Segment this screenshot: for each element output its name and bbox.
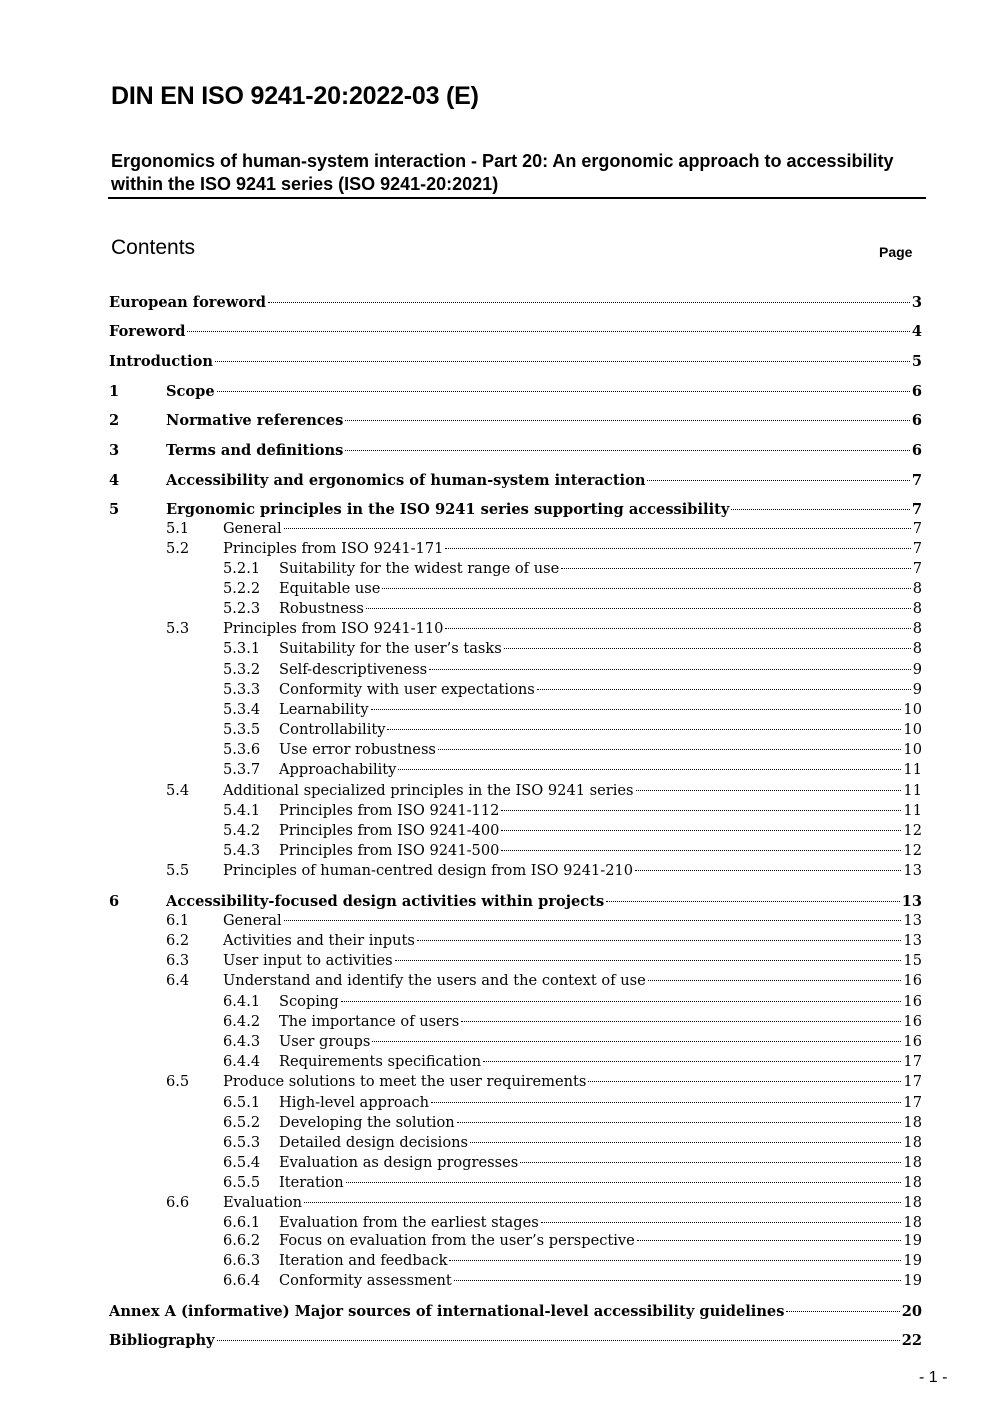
toc-leader-dots — [284, 528, 911, 529]
toc-leader-dots — [417, 940, 902, 941]
toc-entry-page: 8 — [912, 620, 922, 637]
toc-entry-page: 11 — [903, 761, 922, 778]
toc-entry-number: 6.4.3 — [223, 1033, 261, 1050]
toc-entry[interactable] — [223, 1213, 922, 1233]
toc-entry-page: 6 — [911, 383, 922, 400]
toc-entry-number: 6.6.2 — [223, 1232, 261, 1249]
toc-entry-page: 18 — [903, 1174, 922, 1191]
toc-entry-number: 5.5 — [166, 862, 190, 879]
toc-leader-dots — [461, 1021, 901, 1022]
toc-entry[interactable] — [166, 1072, 922, 1092]
toc-entry-page: 9 — [912, 681, 922, 698]
toc-entry-title: Developing the solution — [279, 1114, 455, 1131]
toc-leader-dots — [520, 1162, 901, 1163]
toc-entry-number: 6.5.3 — [223, 1134, 261, 1151]
toc-entry-page: 6 — [911, 412, 922, 429]
toc-entry-page: 11 — [903, 802, 922, 819]
toc-entry-number: 5.3.1 — [223, 640, 261, 657]
toc-leader-dots — [647, 480, 909, 481]
toc-entry[interactable] — [166, 911, 922, 931]
toc-entry-number: 5.3.5 — [223, 721, 261, 738]
toc-entry[interactable] — [223, 760, 922, 780]
toc-entry-number: 6.6.4 — [223, 1272, 261, 1289]
toc-entry-page: 12 — [903, 822, 922, 839]
toc-leader-dots — [387, 729, 901, 730]
toc-entry-page: 19 — [903, 1252, 922, 1269]
toc-entry-page: 4 — [911, 323, 922, 340]
toc-entry-title: Principles from ISO 9241-400 — [279, 822, 500, 839]
toc-entry[interactable] — [223, 1153, 922, 1173]
toc-entry-title: Terms and definitions — [166, 442, 344, 459]
toc-entry-title: Principles from ISO 9241-112 — [279, 802, 500, 819]
toc-entry[interactable] — [223, 579, 922, 599]
toc-entry-title: The importance of users — [279, 1013, 460, 1030]
toc-entry-number: 6.6 — [166, 1194, 190, 1211]
toc-entry-number: 6.5.2 — [223, 1114, 261, 1131]
toc-entry-title: Detailed design decisions — [279, 1134, 469, 1151]
toc-entry-title: Foreword — [109, 323, 186, 340]
toc-entry-page: 5 — [911, 353, 922, 370]
toc-entry-title: Evaluation — [223, 1194, 303, 1211]
toc-entry[interactable] — [223, 1032, 922, 1052]
page-column-label: Page — [879, 244, 913, 260]
toc-leader-dots — [648, 980, 902, 981]
toc-leader-dots — [606, 901, 900, 902]
toc-entry-page: 10 — [903, 701, 922, 718]
toc-entry-page: 10 — [903, 721, 922, 738]
toc-entry-number: 5.3 — [166, 620, 190, 637]
toc-entry[interactable] — [223, 801, 922, 821]
toc-entry[interactable] — [166, 781, 922, 801]
toc-entry-page: 16 — [903, 1013, 922, 1030]
toc-entry-page: 7 — [911, 501, 922, 518]
toc-leader-dots — [501, 810, 901, 811]
toc-entry[interactable] — [109, 499, 922, 521]
toc-entry-title: Conformity assessment — [279, 1272, 452, 1289]
toc-entry-number: 5.3.3 — [223, 681, 261, 698]
toc-entry-title: General — [223, 520, 282, 537]
toc-entry-page: 7 — [912, 560, 922, 577]
toc-entry-page: 18 — [903, 1214, 922, 1231]
toc-entry-title: Robustness — [279, 600, 364, 617]
toc-leader-dots — [445, 548, 910, 549]
toc-entry-page: 18 — [903, 1154, 922, 1171]
toc-leader-dots — [398, 769, 901, 770]
toc-entry-number: 1 — [109, 383, 120, 400]
toc-entry[interactable] — [166, 861, 922, 881]
toc-entry-title: Use error robustness — [279, 741, 436, 758]
toc-entry-page: 17 — [903, 1094, 922, 1111]
toc-entry[interactable] — [166, 931, 922, 951]
toc-entry[interactable] — [223, 639, 922, 659]
toc-entry-title: Activities and their inputs — [223, 932, 415, 949]
toc-leader-dots — [382, 588, 910, 589]
toc-entry-number: 6.6.3 — [223, 1252, 261, 1269]
toc-leader-dots — [501, 830, 901, 831]
toc-entry[interactable] — [223, 841, 922, 861]
toc-entry-page: 7 — [911, 472, 922, 489]
toc-leader-dots — [346, 1182, 902, 1183]
toc-entry-page: 18 — [903, 1194, 922, 1211]
toc-entry-page: 11 — [903, 782, 922, 799]
toc-entry-title: Accessibility-focused design activities within projects — [166, 893, 605, 910]
toc-entry-title: General — [223, 912, 282, 929]
toc-entry-number: 5.2.1 — [223, 560, 261, 577]
toc-leader-dots — [187, 331, 909, 332]
toc-leader-dots — [501, 850, 901, 851]
toc-leader-dots — [483, 1061, 901, 1062]
toc-entry-title: User input to activities — [223, 952, 393, 969]
toc-entry-number: 6.3 — [166, 952, 190, 969]
toc-leader-dots — [635, 870, 901, 871]
toc-leader-dots — [268, 302, 910, 303]
toc-entry-title: Approachability — [279, 761, 397, 778]
toc-entry-title: User groups — [279, 1033, 371, 1050]
toc-entry-title: Suitability for the widest range of use — [279, 560, 560, 577]
toc-entry-title: Produce solutions to meet the user requirements — [223, 1073, 587, 1090]
toc-entry-title: Conformity with user expectations — [279, 681, 535, 698]
toc-entry-page: 17 — [903, 1073, 922, 1090]
toc-entry[interactable] — [109, 1301, 922, 1323]
toc-entry-title: Self-descriptiveness — [279, 661, 428, 678]
toc-entry[interactable] — [223, 559, 922, 579]
toc-entry-number: 5.3.2 — [223, 661, 261, 678]
toc-leader-dots — [431, 1102, 901, 1103]
toc-entry-page: 9 — [912, 661, 922, 678]
toc-entry[interactable] — [223, 1271, 922, 1291]
toc-leader-dots — [345, 450, 909, 451]
toc-entry-title: Annex A (informative) Major sources of international-level accessibility guidelines — [109, 1303, 785, 1320]
toc-entry[interactable] — [223, 1012, 922, 1032]
toc-entry-number: 6.5 — [166, 1073, 190, 1090]
toc-entry-page: 13 — [901, 893, 922, 910]
toc-entry-number: 6.4 — [166, 972, 190, 989]
toc-entry-number: 5.4.2 — [223, 822, 261, 839]
toc-entry-title: High-level approach — [279, 1094, 429, 1111]
contents-heading: Contents — [111, 236, 196, 259]
toc-leader-dots — [429, 669, 911, 670]
toc-entry-title: Ergonomic principles in the ISO 9241 series supporting accessibility — [166, 501, 730, 518]
toc-entry-title: Evaluation from the earliest stages — [279, 1214, 539, 1231]
toc-leader-dots — [786, 1311, 899, 1312]
toc-leader-dots — [395, 960, 902, 961]
toc-entry-number: 5.2.3 — [223, 600, 261, 617]
document-id: DIN EN ISO 9241-20:2022-03 (E) — [111, 82, 479, 110]
toc-entry[interactable] — [223, 1133, 922, 1153]
toc-entry-title: Scope — [166, 383, 215, 400]
toc-entry-page: 18 — [903, 1134, 922, 1151]
toc-entry-number: 6.6.1 — [223, 1214, 261, 1231]
toc-leader-dots — [345, 420, 910, 421]
toc-entry-number: 2 — [109, 412, 120, 429]
toc-entry-number: 6 — [109, 893, 120, 910]
toc-leader-dots — [215, 361, 910, 362]
toc-entry-page: 22 — [901, 1332, 922, 1349]
toc-entry[interactable] — [223, 992, 922, 1012]
toc-entry-title: Iteration and feedback — [279, 1252, 448, 1269]
toc-entry-page: 7 — [912, 520, 922, 537]
toc-entry[interactable] — [109, 410, 922, 432]
toc-entry-page: 16 — [903, 972, 922, 989]
toc-entry-number: 4 — [109, 472, 120, 489]
toc-entry-page: 7 — [912, 540, 922, 557]
toc-entry[interactable] — [109, 292, 922, 314]
toc-entry-page: 17 — [903, 1053, 922, 1070]
toc-leader-dots — [457, 1122, 902, 1123]
toc-entry[interactable] — [166, 619, 922, 639]
toc-entry[interactable] — [223, 821, 922, 841]
toc-leader-dots — [541, 1222, 902, 1223]
toc-leader-dots — [366, 608, 911, 609]
toc-leader-dots — [217, 391, 910, 392]
toc-entry[interactable] — [223, 660, 922, 680]
toc-leader-dots — [561, 568, 910, 569]
toc-entry-page: 19 — [903, 1232, 922, 1249]
toc-entry-number: 5.1 — [166, 520, 190, 537]
toc-entry-number: 6.5.5 — [223, 1174, 261, 1191]
toc-entry-title: Suitability for the user’s tasks — [279, 640, 502, 657]
toc-entry-title: Normative references — [166, 412, 344, 429]
toc-leader-dots — [588, 1081, 901, 1082]
toc-entry-title: Iteration — [279, 1174, 344, 1191]
toc-leader-dots — [504, 648, 911, 649]
toc-entry-title: Introduction — [109, 353, 213, 370]
toc-entry-title: Accessibility and ergonomics of human-system interaction — [166, 472, 646, 489]
toc-entry[interactable] — [109, 891, 922, 913]
toc-entry-title: Principles of human-centred design from ISO 9241-210 — [223, 862, 634, 879]
toc-leader-dots — [537, 689, 911, 690]
toc-entry[interactable] — [109, 321, 922, 343]
toc-leader-dots — [371, 709, 902, 710]
toc-entry-title: Principles from ISO 9241-110 — [223, 620, 444, 637]
toc-entry-title: Principles from ISO 9241-171 — [223, 540, 444, 557]
toc-entry[interactable] — [166, 539, 922, 559]
toc-entry[interactable] — [109, 440, 922, 462]
toc-entry-page: 16 — [903, 1033, 922, 1050]
toc-leader-dots — [341, 1001, 902, 1002]
toc-entry-number: 6.1 — [166, 912, 190, 929]
toc-entry[interactable] — [166, 951, 922, 971]
toc-entry[interactable] — [223, 1052, 922, 1072]
toc-leader-dots — [449, 1260, 901, 1261]
toc-entry-title: Bibliography — [109, 1332, 215, 1349]
toc-entry[interactable] — [223, 599, 922, 619]
toc-entry-number: 3 — [109, 442, 120, 459]
toc-entry-page: 13 — [903, 862, 922, 879]
toc-entry[interactable] — [223, 1173, 922, 1193]
toc-entry-page: 20 — [901, 1303, 922, 1320]
toc-entry[interactable] — [223, 740, 922, 760]
toc-leader-dots — [217, 1340, 900, 1341]
toc-entry-number: 5.4.1 — [223, 802, 261, 819]
toc-entry-title: Focus on evaluation from the user’s perspective — [279, 1232, 635, 1249]
toc-entry-page: 10 — [903, 741, 922, 758]
toc-entry-number: 5.2 — [166, 540, 190, 557]
toc-entry[interactable] — [223, 1251, 922, 1271]
toc-entry-number: 5.4.3 — [223, 842, 261, 859]
toc-entry[interactable] — [223, 1231, 922, 1251]
toc-entry-number: 6.4.4 — [223, 1053, 261, 1070]
toc-entry-title: Scoping — [279, 993, 339, 1010]
toc-entry[interactable] — [223, 720, 922, 740]
document-title: Ergonomics of human-system interaction - Part 20: An ergonomic approach to accessibility within the ISO 9241 series (ISO 9241-20:2021) — [111, 151, 894, 194]
toc-entry-number: 6.4.2 — [223, 1013, 261, 1030]
toc-entry[interactable] — [223, 680, 922, 700]
toc-entry-page: 16 — [903, 993, 922, 1010]
toc-entry-page: 3 — [911, 294, 922, 311]
toc-entry-title: Evaluation as design progresses — [279, 1154, 519, 1171]
toc-leader-dots — [470, 1142, 901, 1143]
toc-leader-dots — [284, 920, 902, 921]
toc-entry-page: 15 — [903, 952, 922, 969]
toc-leader-dots — [438, 749, 901, 750]
toc-leader-dots — [445, 628, 910, 629]
toc-entry[interactable] — [166, 519, 922, 539]
toc-entry-number: 5 — [109, 501, 120, 518]
toc-entry-page: 6 — [911, 442, 922, 459]
toc-entry-title: Principles from ISO 9241-500 — [279, 842, 500, 859]
toc-entry-page: 13 — [903, 912, 922, 929]
toc-leader-dots — [637, 1240, 902, 1241]
toc-entry-title: Learnability — [279, 701, 369, 718]
toc-entry-number: 5.3.4 — [223, 701, 261, 718]
toc-entry-number: 6.2 — [166, 932, 190, 949]
toc-entry[interactable] — [109, 470, 922, 492]
toc-leader-dots — [636, 790, 902, 791]
toc-entry-title: Additional specialized principles in the ISO 9241 series — [223, 782, 634, 799]
toc-entry-page: 13 — [903, 932, 922, 949]
toc-entry-title: European foreword — [109, 294, 266, 311]
toc-entry[interactable] — [223, 1113, 922, 1133]
toc-leader-dots — [454, 1280, 902, 1281]
toc-leader-dots — [731, 509, 909, 510]
toc-entry-page: 18 — [903, 1114, 922, 1131]
toc-entry-title: Requirements specification — [279, 1053, 482, 1070]
toc-entry-number: 6.4.1 — [223, 993, 261, 1010]
toc-entry-page: 12 — [903, 842, 922, 859]
toc-entry[interactable] — [166, 971, 922, 991]
toc-entry-number: 6.5.1 — [223, 1094, 261, 1111]
toc-leader-dots — [304, 1202, 901, 1203]
toc-entry[interactable] — [109, 1330, 922, 1352]
toc-entry-number: 5.2.2 — [223, 580, 261, 597]
toc-entry-page: 8 — [912, 600, 922, 617]
toc-entry-title: Equitable use — [279, 580, 381, 597]
toc-entry[interactable] — [109, 381, 922, 403]
toc-entry-number: 5.3.6 — [223, 741, 261, 758]
toc-entry-number: 5.4 — [166, 782, 190, 799]
toc-entry-page: 8 — [912, 580, 922, 597]
toc-entry-page: 19 — [903, 1272, 922, 1289]
toc-entry-title: Understand and identify the users and the context of use — [223, 972, 646, 989]
toc-entry[interactable] — [223, 700, 922, 720]
toc-entry[interactable] — [166, 1193, 922, 1213]
toc-entry-page: 8 — [912, 640, 922, 657]
footer-page-number: - 1 - — [919, 1369, 948, 1386]
toc-leader-dots — [372, 1041, 901, 1042]
toc-entry[interactable] — [223, 1093, 922, 1113]
toc-entry[interactable] — [109, 351, 922, 373]
toc-entry-number: 5.3.7 — [223, 761, 261, 778]
toc-entry-title: Controllability — [279, 721, 386, 738]
toc-entry-number: 6.5.4 — [223, 1154, 261, 1171]
